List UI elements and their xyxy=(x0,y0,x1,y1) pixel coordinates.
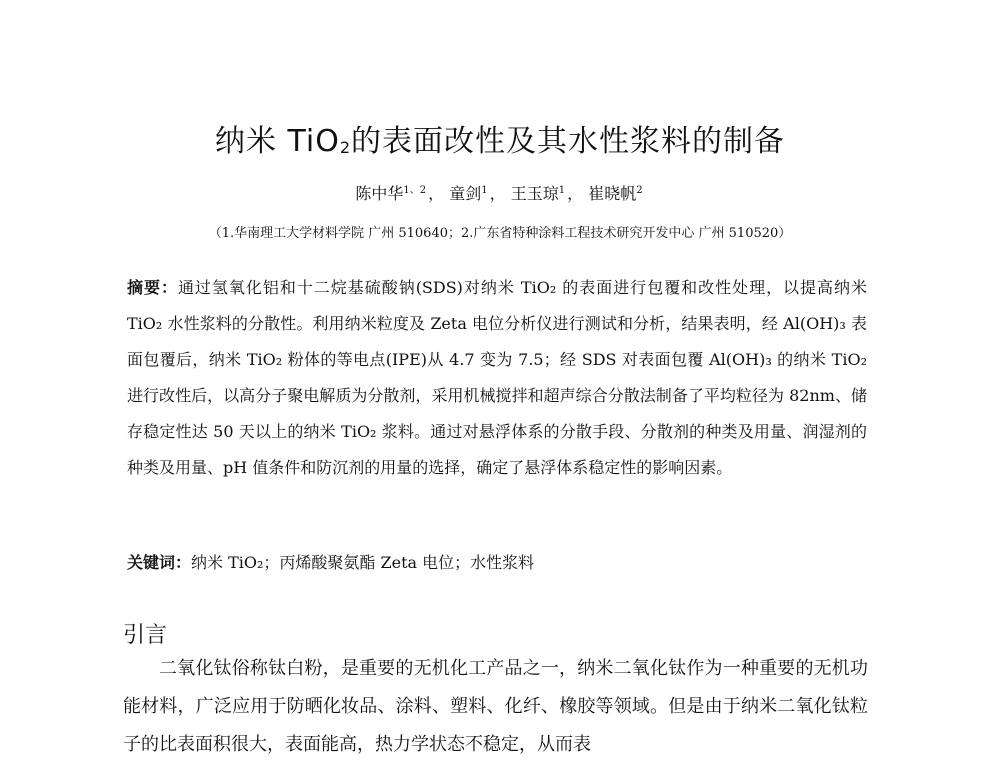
abstract xyxy=(127,270,867,486)
author: 陈中华$^{1、2}$ ， xyxy=(355,184,445,203)
abstract-text: 通过氢氧化铝和十二烷基硫酸钠(SDS)对纳米 TiO₂ 的表面进行包覆和改性处理，以提高纳米 TiO₂ 水性浆料的分散性。利用纳米粒度及 Zeta 电位分析仪进行测试和分析，结果表明，经 Al(OH)₃ 表面包覆后，纳米 TiO₂ 粉体的等电点(IPE)从 4.7 变为 7.5；经 SDS 对表面包覆 Al(OH)₃ 的纳米 TiO₂ 进行改性后，以高分子聚电解质为分散剂，采用机械搅拌和超声综合分散法制备了平均粒径为 82nm、储存稳定性达 50 天以上的纳米 TiO₂ 浆料。通过对悬浮体系的分散手段、分散剂的种类及用量、润湿剂的种类及用量、pH 值条件和防沉剂的用量的选择，确定了悬浮体系稳定性的影响因素。 xyxy=(127,278,867,477)
section-heading: 引言 xyxy=(123,623,168,648)
author: 王玉琼$^1$ ， xyxy=(510,184,584,203)
paper-title xyxy=(0,116,1000,160)
author: 童剑$^1$ ， xyxy=(449,184,506,203)
title-main: 纳米 TiO xyxy=(214,124,340,159)
author: 崔晓帆$^2$ xyxy=(588,184,643,203)
author-affil-marker: 1 xyxy=(481,185,488,196)
keywords-label: 关键词： xyxy=(127,553,192,572)
affiliation: （1.华南理工大学材料学院 广州 510640；2.广东省特种涂料工程技术研究开发中心 广州 510520） xyxy=(208,226,792,241)
abstract-label: 摘要： xyxy=(127,278,178,297)
title-rest: 的表面改性及其水性浆料的制备 xyxy=(351,124,786,159)
section-body: 二氧化钛俗称钛白粉，是重要的无机化工产品之一，纳米二氧化钛作为一种重要的无机功能材料，广泛应用于防晒化妆品、涂料、塑料、化纤、橡胶等领域。但是由于纳米二氧化钛粒子的比表面积很大，表面能高，热力学状态不稳定，从而表 xyxy=(123,658,868,755)
author-list xyxy=(0,181,1000,204)
keywords-text: 纳米 TiO₂；丙烯酸聚氨酯 Zeta 电位；水性浆料 xyxy=(191,553,535,572)
title-subscript: 2 xyxy=(339,138,352,157)
author-affil-marker: 2 xyxy=(636,185,643,196)
keywords xyxy=(127,550,867,573)
author-affil-marker: 1 xyxy=(558,185,566,196)
author-affil-marker: 1、2 xyxy=(403,185,427,196)
